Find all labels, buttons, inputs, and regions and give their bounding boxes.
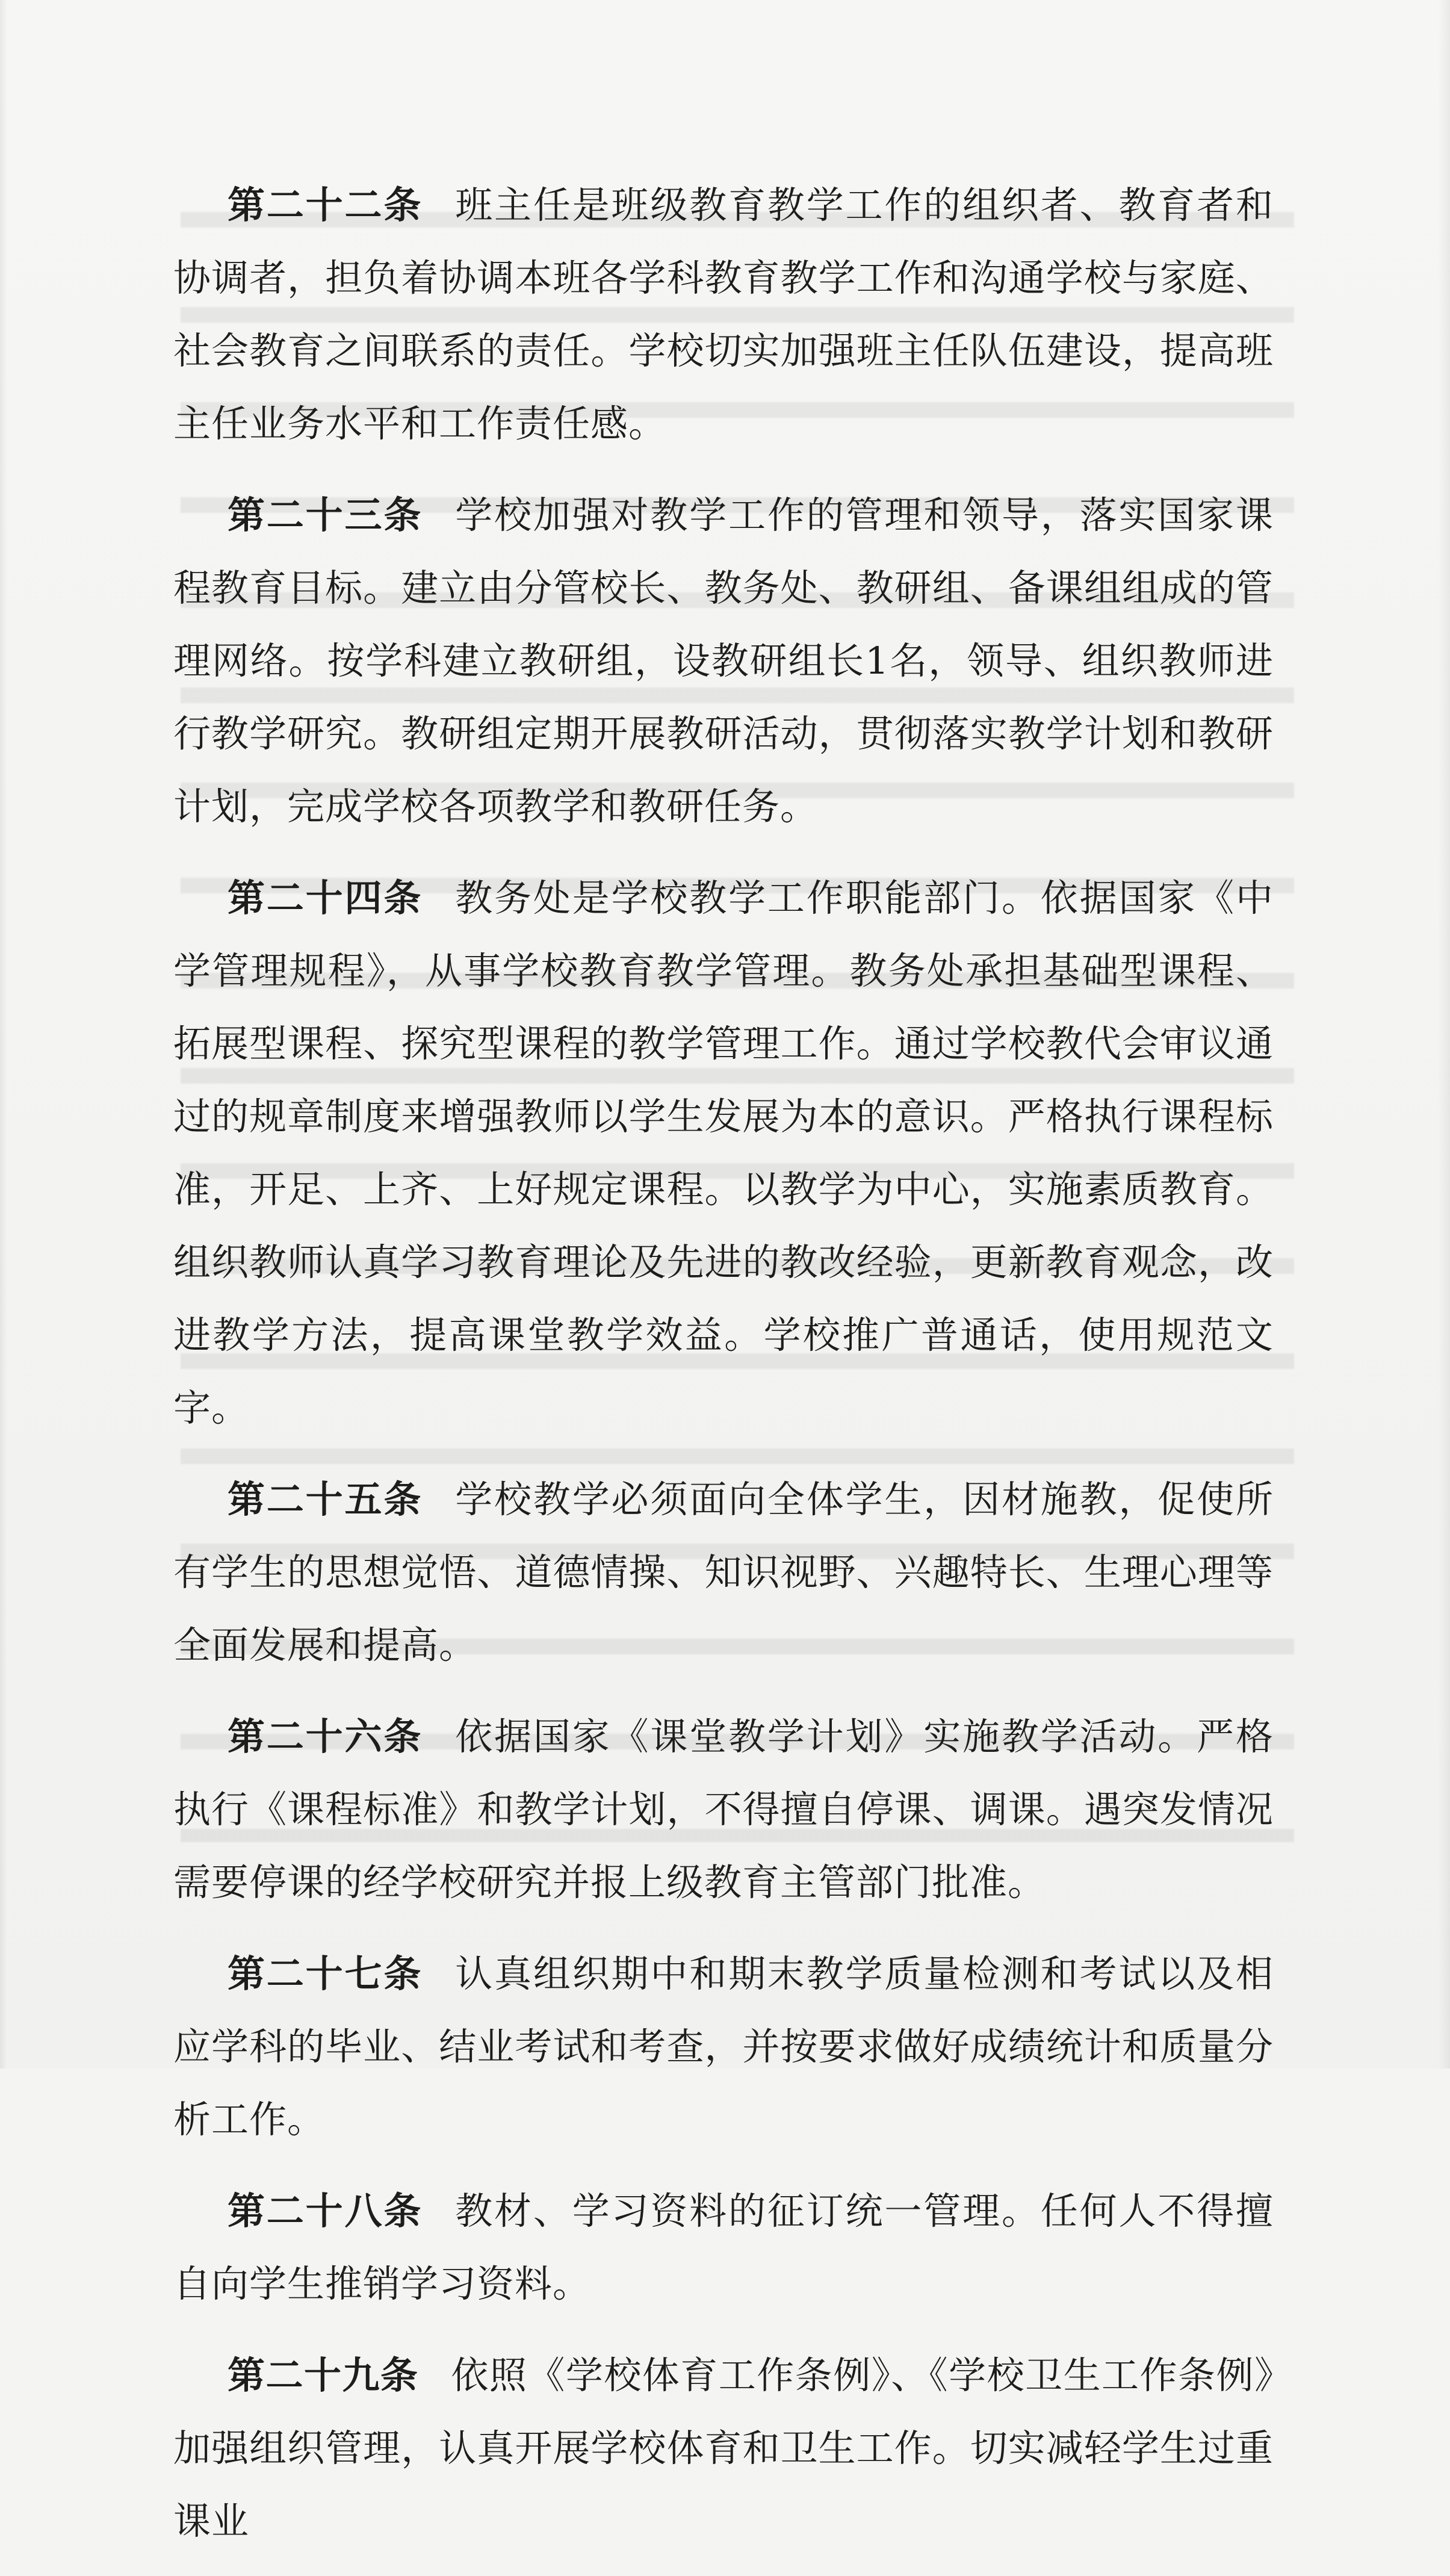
article-28 <box>173 2174 1274 2320</box>
article-body: 教务处是学校教学工作职能部门。依据国家《中学管理规程》，从事学校教育教学管理。教务处承担基础型课程、拓展型课程、探究型课程的教学管理工作。通过学校教代会审议通过的规章制度来增强教师以学生发展为本的意识。严格执行课程标准，开足、上齐、上好规定课程。以教学为中心，实施素质教育。组织教师认真学习教育理论及先进的教改经验，更新教育观念，改进教学方法，提高课堂教学效益。学校推广普通话，使用规范文字。 <box>173 876 1274 1430</box>
article-body: 班主任是班级教育教学工作的组织者、教育者和协调者，担负着协调本班各学科教育教学工作和沟通学校与家庭、社会教育之间联系的责任。学校切实加强班主任队伍建设，提高班主任业务水平和工作责任感。 <box>173 183 1274 445</box>
article-25 <box>173 1463 1274 1681</box>
article-title: 第二十八条 <box>228 2189 423 2233</box>
article-23 <box>173 479 1274 843</box>
article-22 <box>173 169 1274 460</box>
article-26 <box>173 1700 1274 1919</box>
article-title: 第二十三条 <box>228 493 423 537</box>
scan-right-edge <box>1438 0 1450 2069</box>
article-title: 第二十二条 <box>228 183 423 227</box>
article-title: 第二十九条 <box>228 2353 419 2397</box>
article-27 <box>173 1937 1274 2156</box>
article-29 <box>173 2339 1274 2557</box>
article-title: 第二十七条 <box>228 1952 423 1996</box>
article-title: 第二十五条 <box>228 1477 423 1521</box>
article-body: 依照《学校体育工作条例》、《学校卫生工作条例》加强组织管理，认真开展学校体育和卫生工作。切实减轻学生过重课业 <box>173 2353 1274 2543</box>
article-title: 第二十四条 <box>228 876 423 920</box>
article-24 <box>173 861 1274 1444</box>
article-body: 认真组织期中和期末教学质量检测和考试以及相应学科的毕业、结业考试和考查，并按要求做好成绩统计和质量分析工作。 <box>173 1952 1274 2141</box>
article-body: 依据国家《课堂教学计划》实施教学活动。严格执行《课程标准》和教学计划，不得擅自停课、调课。遇突发情况需要停课的经学校研究并报上级教育主管部门批准。 <box>173 1715 1274 1904</box>
article-body: 教材、学习资料的征订统一管理。任何人不得擅自向学生推销学习资料。 <box>173 2189 1274 2306</box>
article-body: 学校加强对教学工作的管理和领导，落实国家课程教育目标。建立由分管校长、教务处、教研组、备课组组成的管理网络。按学科建立教研组，设教研组长1名，领导、组织教师进行教学研究。教研组定期开展教研活动，贯彻落实教学计划和教研计划，完成学校各项教学和教研任务。 <box>173 493 1274 828</box>
article-title: 第二十六条 <box>228 1715 423 1758</box>
article-body: 学校教学必须面向全体学生，因材施教，促使所有学生的思想觉悟、道德情操、知识视野、兴趣特长、生理心理等全面发展和提高。 <box>173 1477 1274 1667</box>
document-content <box>173 169 1274 2576</box>
scan-left-edge <box>0 0 7 2069</box>
